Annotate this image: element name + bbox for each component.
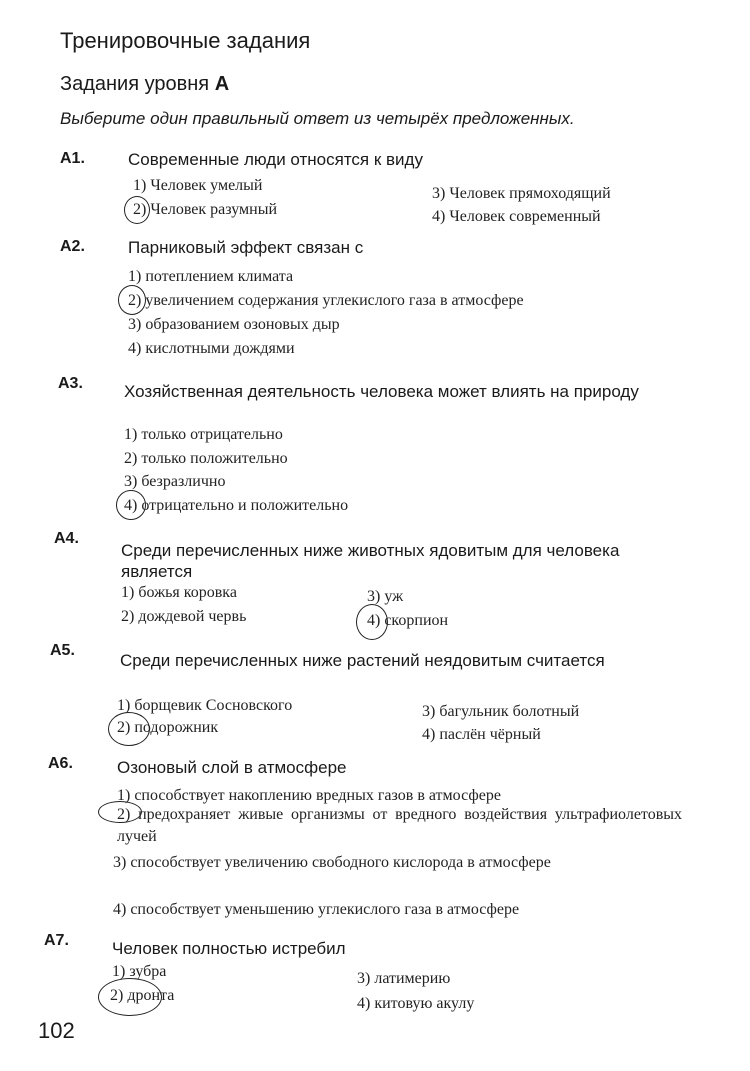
question-text: Хозяйственная деятельность человека может влиять на природу [124, 382, 639, 401]
answer-option[interactable]: 1) Человек умелый [133, 177, 263, 194]
answer-circle-mark [356, 604, 388, 640]
instruction: Выберите один правильный ответ из четырёх предложенных. [60, 109, 575, 128]
question-text: Парниковый эффект связан с [128, 238, 364, 257]
answer-option[interactable]: 2) Человек разумный [133, 201, 278, 218]
answer-option[interactable]: 2) дронта [110, 987, 175, 1004]
question-number: А2. [60, 238, 85, 255]
level-letter: А [214, 73, 230, 95]
question-text: Среди перечисленных ниже животных ядовитым для человека является [121, 541, 620, 581]
answer-circle-mark [116, 490, 146, 520]
answer-option[interactable]: 3) способствует увеличению свободного кислорода в атмосфере [113, 854, 551, 871]
answer-option[interactable]: 1) божья коровка [121, 584, 237, 601]
answer-option[interactable]: 3) латимерию [357, 970, 451, 987]
answer-option[interactable]: 4) способствует уменьшению углекислого газа в атмосфере [113, 901, 520, 918]
question-number: А5. [50, 642, 75, 659]
answer-circle-mark [118, 285, 146, 315]
answer-option[interactable]: 2) только положительно [124, 450, 288, 467]
answer-option[interactable]: 4) скорпион [367, 612, 449, 629]
answer-circle-mark [98, 801, 142, 823]
question-number: А6. [48, 755, 73, 772]
answer-option[interactable]: 1) борщевик Сосновского [117, 697, 293, 714]
answer-option[interactable]: 1) только отрицательно [124, 426, 283, 443]
question-text: Современные люди относятся к виду [128, 150, 423, 169]
answer-option[interactable]: 2) дождевой червь [121, 608, 247, 625]
level-prefix: Задания уровня [60, 73, 215, 95]
answer-option[interactable]: 3) Человек прямоходящий [432, 185, 611, 202]
answer-option[interactable]: 4) кислотными дождями [128, 340, 295, 357]
question-number: А3. [58, 375, 83, 392]
answer-option[interactable]: 4) Человек современный [432, 208, 601, 225]
answer-option[interactable]: 3) образованием озоновых дыр [128, 316, 340, 333]
answer-option[interactable]: 4) паслён чёрный [422, 726, 541, 743]
answer-option[interactable]: 1) зубра [112, 963, 167, 980]
answer-circle-mark [98, 978, 162, 1016]
answer-option[interactable]: 3) багульник болотный [422, 703, 580, 720]
answer-option[interactable]: 2) предохраняет живые организмы от вредного воздействия ультрафиолетовых лучей [117, 806, 682, 845]
question-text: Человек полностью истребил [112, 939, 346, 958]
question-number: А1. [60, 150, 85, 167]
answer-option[interactable]: 4) отрицательно и положительно [124, 497, 349, 514]
section-title: Тренировочные задания [60, 28, 311, 53]
question-text: Среди перечисленных ниже растений неядовитым считается [120, 651, 605, 670]
question-number: А7. [44, 932, 69, 949]
question-number: А4. [54, 530, 79, 547]
answer-option[interactable]: 3) безразлично [124, 473, 226, 490]
answer-option[interactable]: 2) увеличением содержания углекислого газа в атмосфере [128, 292, 524, 309]
page-number: 102 [38, 1018, 75, 1043]
question-text: Озоновый слой в атмосфере [117, 758, 347, 777]
answer-option[interactable]: 3) уж [367, 588, 404, 605]
answer-option[interactable]: 1) потеплением климата [128, 268, 294, 285]
answer-circle-mark [124, 196, 150, 224]
answer-option[interactable]: 2) подорожник [117, 719, 219, 736]
answer-option[interactable]: 1) способствует накоплению вредных газов в атмосфере [117, 787, 501, 804]
level-heading [60, 73, 229, 96]
answer-circle-mark [108, 712, 150, 746]
answer-option[interactable]: 4) китовую акулу [357, 995, 475, 1012]
